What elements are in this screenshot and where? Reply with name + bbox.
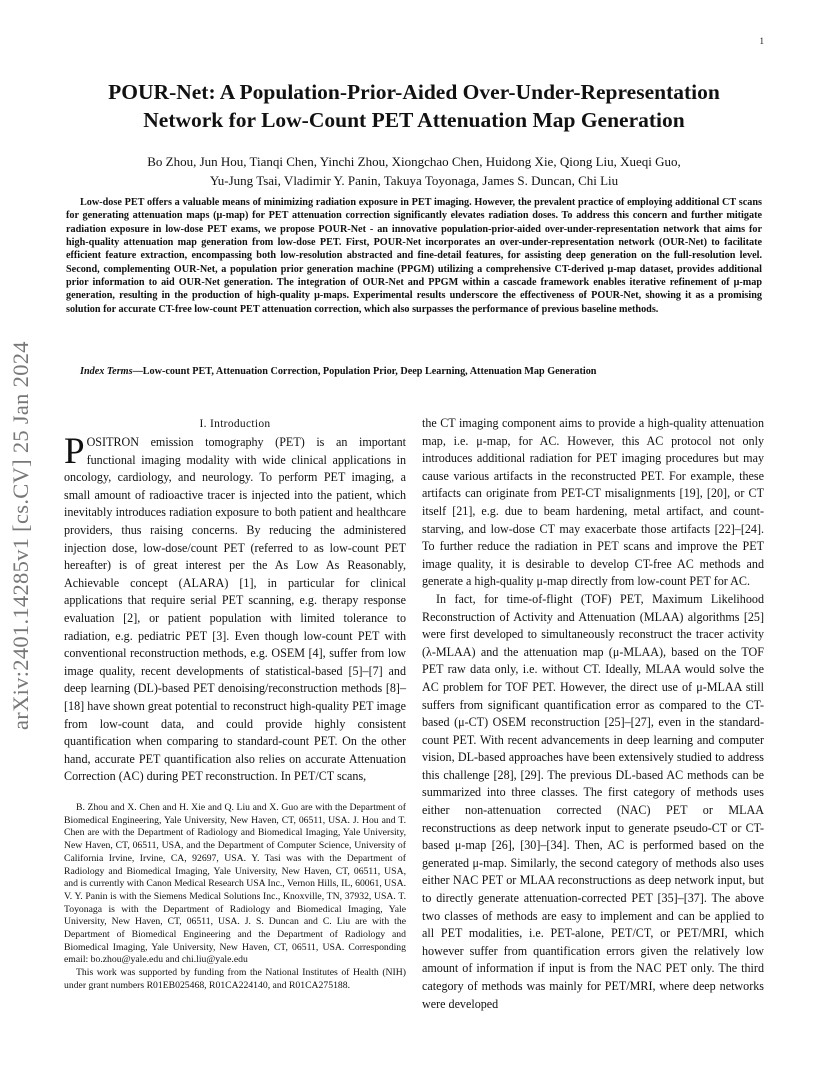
- author-list: [70, 152, 758, 190]
- abstract: Low-dose PET offers a valuable means of minimizing radiation exposure in PET imaging. However, the prevalent practice of employing additional CT scans for generating attenuation maps (μ-map) for PET attenuation correction significantly elevates radiation doses. To address this concern and further mitigate radiation exposure in low-dose PET exams, we propose POUR-Net - an innovative population-prior-aided over-under-representation network that aims for high-quality attenuation map generation from low-dose PET. First, POUR-Net incorporates an over-under-representation network (OUR-Net) to facilitate efficient feature extraction, encompassing both low-resolution abstracted and fine-detail features, for assisting deep generation on the full-resolution level. Second, complementing OUR-Net, a population prior generation machine (PPGM) utilizing a comprehensive CT-derived μ-map dataset, provides additional prior information to aid OUR-Net generation. The integration of OUR-Net and PPGM within a cascade framework enables iterative refinement of μ-map generation, resulting in the production of high-quality μ-maps. Experimental results underscore the effectiveness of POUR-Net, showing it as a promising solution for accurate CT-free low-count PET attenuation correction, which also surpasses the performance of previous baseline methods.: [66, 197, 762, 315]
- intro-paragraph-1-text: OSITRON emission tomography (PET) is an important functional imaging modality with wide clinical applications in oncology, cardiology, and neurology. To perform PET imaging, a small amount of radioactive tracer is injected into the patient, which inevitably introduces radiation exposure to both patient and healthcare providers, thus raising concerns. By reducing the administered injection dose, low-dose/count PET (referred to as low-count PET hereafter) is of great interest per the As Low As Reasonably, Achievable concept (ALARA) [1], in particular for clinical applications that require serial PET scanning, e.g. therapy response evaluation [2], or patient population with limited tolerance to radiation, e.g. pediatric PET [3]. Even though low-count PET with conventional reconstruction methods, e.g. OSEM [4], suffer from low image quality, recent developments of statistical-based [5]–[7] and deep learning (DL)-based PET denoising/reconstruction methods [8]–[18] have shown great potential to reconstruct high-quality PET image from low-count data, and could provide highly consistent quantification when comparing to standard-count PET. On the other hand, accurate PET quantification also relies on accurate Attenuation Correction (AC) during PET reconstruction. In PET/CT scans,: [64, 435, 406, 784]
- authors-line-2: Yu-Jung Tsai, Vladimir Y. Panin, Takuya Toyonaga, James S. Duncan, Chi Liu: [209, 173, 619, 188]
- index-terms-text: —Low-count PET, Attenuation Correction, Population Prior, Deep Learning, Attenuation Map Generation: [132, 366, 597, 377]
- funding-footnote: This work was supported by funding from the National Institutes of Health (NIH) under grant numbers R01EB025468, R01CA224140, and R01CA275188.: [64, 967, 406, 991]
- footnotes: [64, 802, 406, 993]
- title-line-1: POUR-Net: A Population-Prior-Aided Over-Under-Representation: [108, 80, 720, 104]
- authors-line-1: Bo Zhou, Jun Hou, Tianqi Chen, Yinchi Zhou, Xiongchao Chen, Huidong Xie, Qiong Liu, Xueqi Guo,: [147, 154, 681, 169]
- intro-paragraph-1-continued: the CT imaging component aims to provide a high-quality attenuation map, i.e. μ-map, for AC. However, this AC protocol not only introduces additional radiation for PET imaging procedures but may cause various artifacts in the reconstructed PET. For example, these artifacts can originate from PET-CT misalignments [19], [20], or CT itself [21], e.g. due to beam hardening, metal artifact, and count-starving, and low-dose CT may exacerbate those artifacts [22]–[24]. To further reduce the radiation in PET scans and improve the PET image quality, it is desirable to develop CT-free AC methods and generate a high-quality μ-map directly from low-count PET for AC.: [422, 416, 764, 589]
- intro-paragraph-1: [64, 431, 406, 786]
- left-column: [64, 416, 406, 786]
- right-column: [422, 415, 764, 1013]
- section-heading: I. Introduction: [199, 418, 271, 430]
- intro-paragraph-2: In fact, for time-of-flight (TOF) PET, Maximum Likelihood Reconstruction of Activity and Attenuation (MLAA) algorithms [25] were first developed to simultaneously reconstruct the tracer activity (λ-MLAA) and the attenuation map (μ-MLAA), based on the TOF PET raw data only, i.e. without CT. Ideally, MLAA would solve the AC problem for TOF PET. However, the direct use of μ-MLAA still suffers from significant quantification error as compared to the CT-based (μ-CT) OSEM reconstruction [25]–[27], even in the standard-count PET. With recent advancements in deep learning and computer vision, DL-based approaches have been extensively studied to address this challenge [28], [29]. The previous DL-based AC methods can be summarized into three classes. The first category of methods uses either non-attenuation corrected (NAC) PET or MLAA reconstructions as deep network input to generate pseudo-CT or CT-based μ-map [26], [30]–[34]. Then, AC is performed based on the generated μ-map. Similarly, the second category of methods also uses either NAC PET or MLAA reconstructions as deep network input, but to directly generate attenuation-corrected PET [35]–[37]. The above two classes of methods are easy to implement and can be applied to all PET modalities, i.e. PET-alone, PET/CT, or PET/MRI, which however suffer from quantification errors given the relatively low amount of information if input is from the NAC PET only. The third category of methods was mainly for PET/MRI, where deep networks were developed: [422, 591, 764, 1011]
- page-number: 1: [759, 36, 764, 46]
- index-terms: [66, 366, 762, 377]
- index-terms-label: Index Terms: [80, 366, 133, 377]
- drop-cap: P: [64, 431, 85, 472]
- title-line-2: Network for Low-Count PET Attenuation Map Generation: [143, 108, 685, 132]
- arxiv-identifier: arXiv:2401.14285v1 [cs.CV] 25 Jan 2024: [8, 341, 33, 730]
- paper-title: [60, 78, 768, 134]
- affiliation-footnote: B. Zhou and X. Chen and H. Xie and Q. Liu and X. Guo are with the Department of Biomedical Engineering, Yale University, New Haven, CT, 06511, USA. J. Hou and T. Chen are with the Department of Radiology and Biomedical Imaging, Yale University, New Haven, CT, 06511, USA, and the Department of Computer Science, University of California Irvine, Irvine, CA, 92697, USA. Y. Tasi was with the Department of Radiology and Biomedical Imaging, Yale University, New Haven, CT, 06511, USA, and is currently with Canon Medical Research USA Inc., Vernon Hills, IL, 60061, USA. V. Y. Panin is with the Siemens Medical Solutions Inc., Knoxville, TN, 37932, USA. T. Toyonaga is with the Department of Radiology and Biomedical Imaging, Yale University, New Haven, CT, 06511, USA. J. S. Duncan and C. Liu are with the Department of Biomedical Engineering and the Department of Radiology and Biomedical Imaging, Yale University, New Haven, CT, 06511, USA. Corresponding email: bo.zhou@yale.edu and chi.liu@yale.edu: [64, 802, 406, 966]
